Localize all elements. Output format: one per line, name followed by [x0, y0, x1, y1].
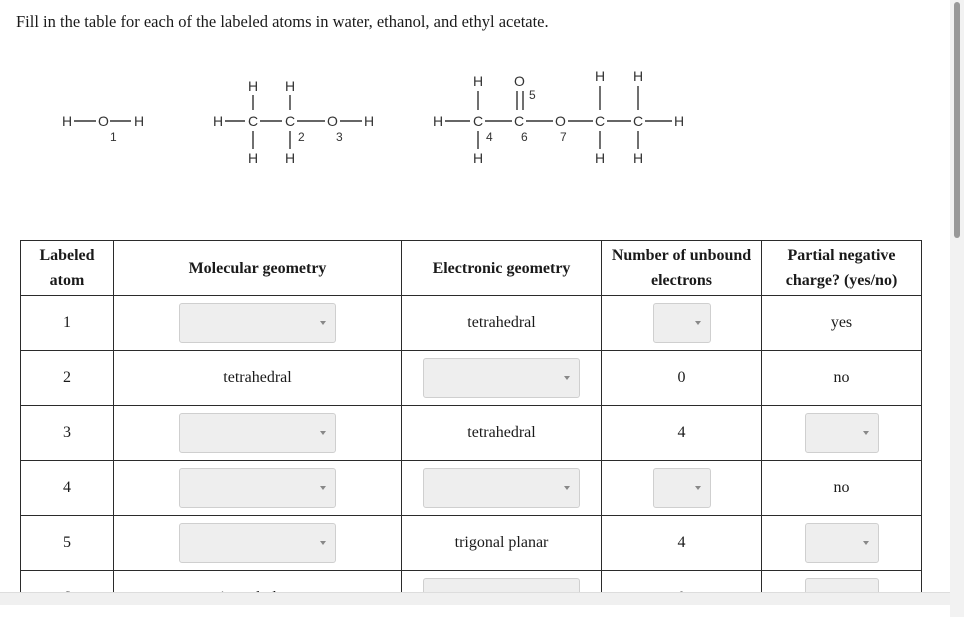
header-partial-negative: [762, 241, 922, 296]
unbound-electrons-cell: 4: [602, 406, 762, 461]
chevron-down-icon: [564, 376, 570, 380]
labeled-atom-cell: 3: [21, 406, 114, 461]
header-text: Partial negative: [787, 247, 896, 264]
table-row: [21, 296, 922, 351]
electronic-geometry-cell: [402, 461, 602, 516]
header-molecular-geometry: Molecular geometry: [114, 241, 402, 296]
water-h-right: H: [134, 113, 145, 129]
ea-h-bottom-c8: H: [595, 150, 606, 166]
molecular-geometry-cell: tetrahedral: [114, 351, 402, 406]
header-text: Number of unbound: [611, 247, 752, 264]
ethanol-h-right: H: [364, 113, 375, 129]
header-text: electrons: [650, 272, 712, 289]
ea-h-right: H: [674, 113, 685, 129]
atom-label-7: 7: [560, 130, 567, 144]
header-text: Labeled: [39, 247, 95, 264]
ea-h-top-c8: H: [595, 68, 606, 84]
molecular-geometry-cell: [114, 461, 402, 516]
labeled-atom-cell: 5: [21, 516, 114, 571]
chevron-down-icon: [863, 431, 869, 435]
unbound-electrons-cell: 0: [602, 351, 762, 406]
partial-negative-dropdown[interactable]: [805, 523, 879, 563]
labeled-atom-cell: 4: [21, 461, 114, 516]
chevron-down-icon: [863, 541, 869, 545]
ea-h-left: H: [433, 113, 444, 129]
table-row: [21, 406, 922, 461]
molecular-geometry-cell: [114, 406, 402, 461]
ethanol-h-bottom-1: H: [248, 150, 259, 166]
molecular-geometry-dropdown[interactable]: [179, 523, 336, 563]
atom-label-6: 6: [521, 130, 528, 144]
partial-negative-dropdown[interactable]: [805, 413, 879, 453]
ea-o-5: O: [514, 73, 525, 89]
ea-h-bottom-c9: H: [633, 150, 644, 166]
vertical-scrollbar[interactable]: [950, 0, 964, 617]
molecular-geometry-dropdown[interactable]: [179, 468, 336, 508]
question-text: Fill in the table for each of the labeled atoms in water, ethanol, and ethyl acetate.: [16, 12, 549, 31]
labeled-atom-cell: 2: [21, 351, 114, 406]
ethanol-molecule: [213, 78, 374, 166]
molecular-geometry-dropdown[interactable]: [179, 303, 336, 343]
molecular-geometry-cell: [114, 296, 402, 351]
table-row: [21, 516, 922, 571]
atom-label-2: 2: [298, 130, 305, 144]
ethanol-c-1: C: [248, 113, 259, 129]
labeled-atom-cell: 1: [21, 296, 114, 351]
molecule-structures: [0, 60, 950, 170]
header-text: charge? (yes/no): [785, 272, 898, 289]
molecular-geometry-dropdown[interactable]: [179, 413, 336, 453]
partial-negative-cell: [762, 406, 922, 461]
electronic-geometry-cell: trigonal planar: [402, 516, 602, 571]
atom-label-3: 3: [336, 130, 343, 144]
ea-h-bottom-c4: H: [473, 150, 484, 166]
unbound-electrons-cell: 4: [602, 516, 762, 571]
atom-label-4: 4: [486, 130, 493, 144]
table-row: [21, 351, 922, 406]
table-body: [21, 296, 922, 606]
chevron-down-icon: [320, 541, 326, 545]
ethanol-c-2: C: [285, 113, 296, 129]
ea-h-top-c9: H: [633, 68, 644, 84]
electronic-geometry-cell: tetrahedral: [402, 406, 602, 461]
water-h-left: H: [62, 113, 73, 129]
water-o: O: [98, 113, 109, 129]
ea-c-6: C: [514, 113, 525, 129]
ea-c-9: C: [633, 113, 644, 129]
ea-h-top-c4: H: [473, 73, 484, 89]
electronic-geometry-cell: [402, 351, 602, 406]
header-unbound-electrons: [602, 241, 762, 296]
electronic-geometry-cell: tetrahedral: [402, 296, 602, 351]
atom-label-5: 5: [529, 88, 536, 102]
unbound-electrons-cell: [602, 461, 762, 516]
electronic-geometry-dropdown[interactable]: [423, 468, 580, 508]
header-text: atom: [49, 272, 85, 289]
ea-c-8: C: [595, 113, 606, 129]
chevron-down-icon: [564, 486, 570, 490]
electronic-geometry-dropdown[interactable]: [423, 358, 580, 398]
ethyl-acetate-molecule: [433, 68, 684, 166]
answer-table: [20, 240, 922, 605]
chevron-down-icon: [695, 321, 701, 325]
ethanol-o: O: [327, 113, 338, 129]
partial-negative-cell: yes: [762, 296, 922, 351]
chevron-down-icon: [695, 486, 701, 490]
scrollbar-thumb[interactable]: [954, 2, 960, 238]
table-row: [21, 461, 922, 516]
partial-negative-cell: no: [762, 351, 922, 406]
ethanol-h-bottom-2: H: [285, 150, 296, 166]
header-electronic-geometry: Electronic geometry: [402, 241, 602, 296]
unbound-electrons-dropdown[interactable]: [653, 303, 711, 343]
partial-negative-cell: [762, 516, 922, 571]
water-molecule: [62, 113, 144, 144]
unbound-electrons-cell: [602, 296, 762, 351]
ea-o-7: O: [555, 113, 566, 129]
partial-negative-cell: no: [762, 461, 922, 516]
ea-c-4: C: [473, 113, 484, 129]
ethanol-h-left: H: [213, 113, 224, 129]
chevron-down-icon: [320, 431, 326, 435]
atom-label-1: 1: [110, 130, 117, 144]
horizontal-scrollbar[interactable]: [0, 592, 950, 605]
header-labeled-atom: [21, 241, 114, 296]
unbound-electrons-dropdown[interactable]: [653, 468, 711, 508]
molecular-geometry-cell: [114, 516, 402, 571]
chevron-down-icon: [320, 486, 326, 490]
chevron-down-icon: [320, 321, 326, 325]
table-header-row: [21, 241, 922, 296]
ethanol-h-top-1: H: [248, 78, 259, 94]
ethanol-h-top-2: H: [285, 78, 296, 94]
